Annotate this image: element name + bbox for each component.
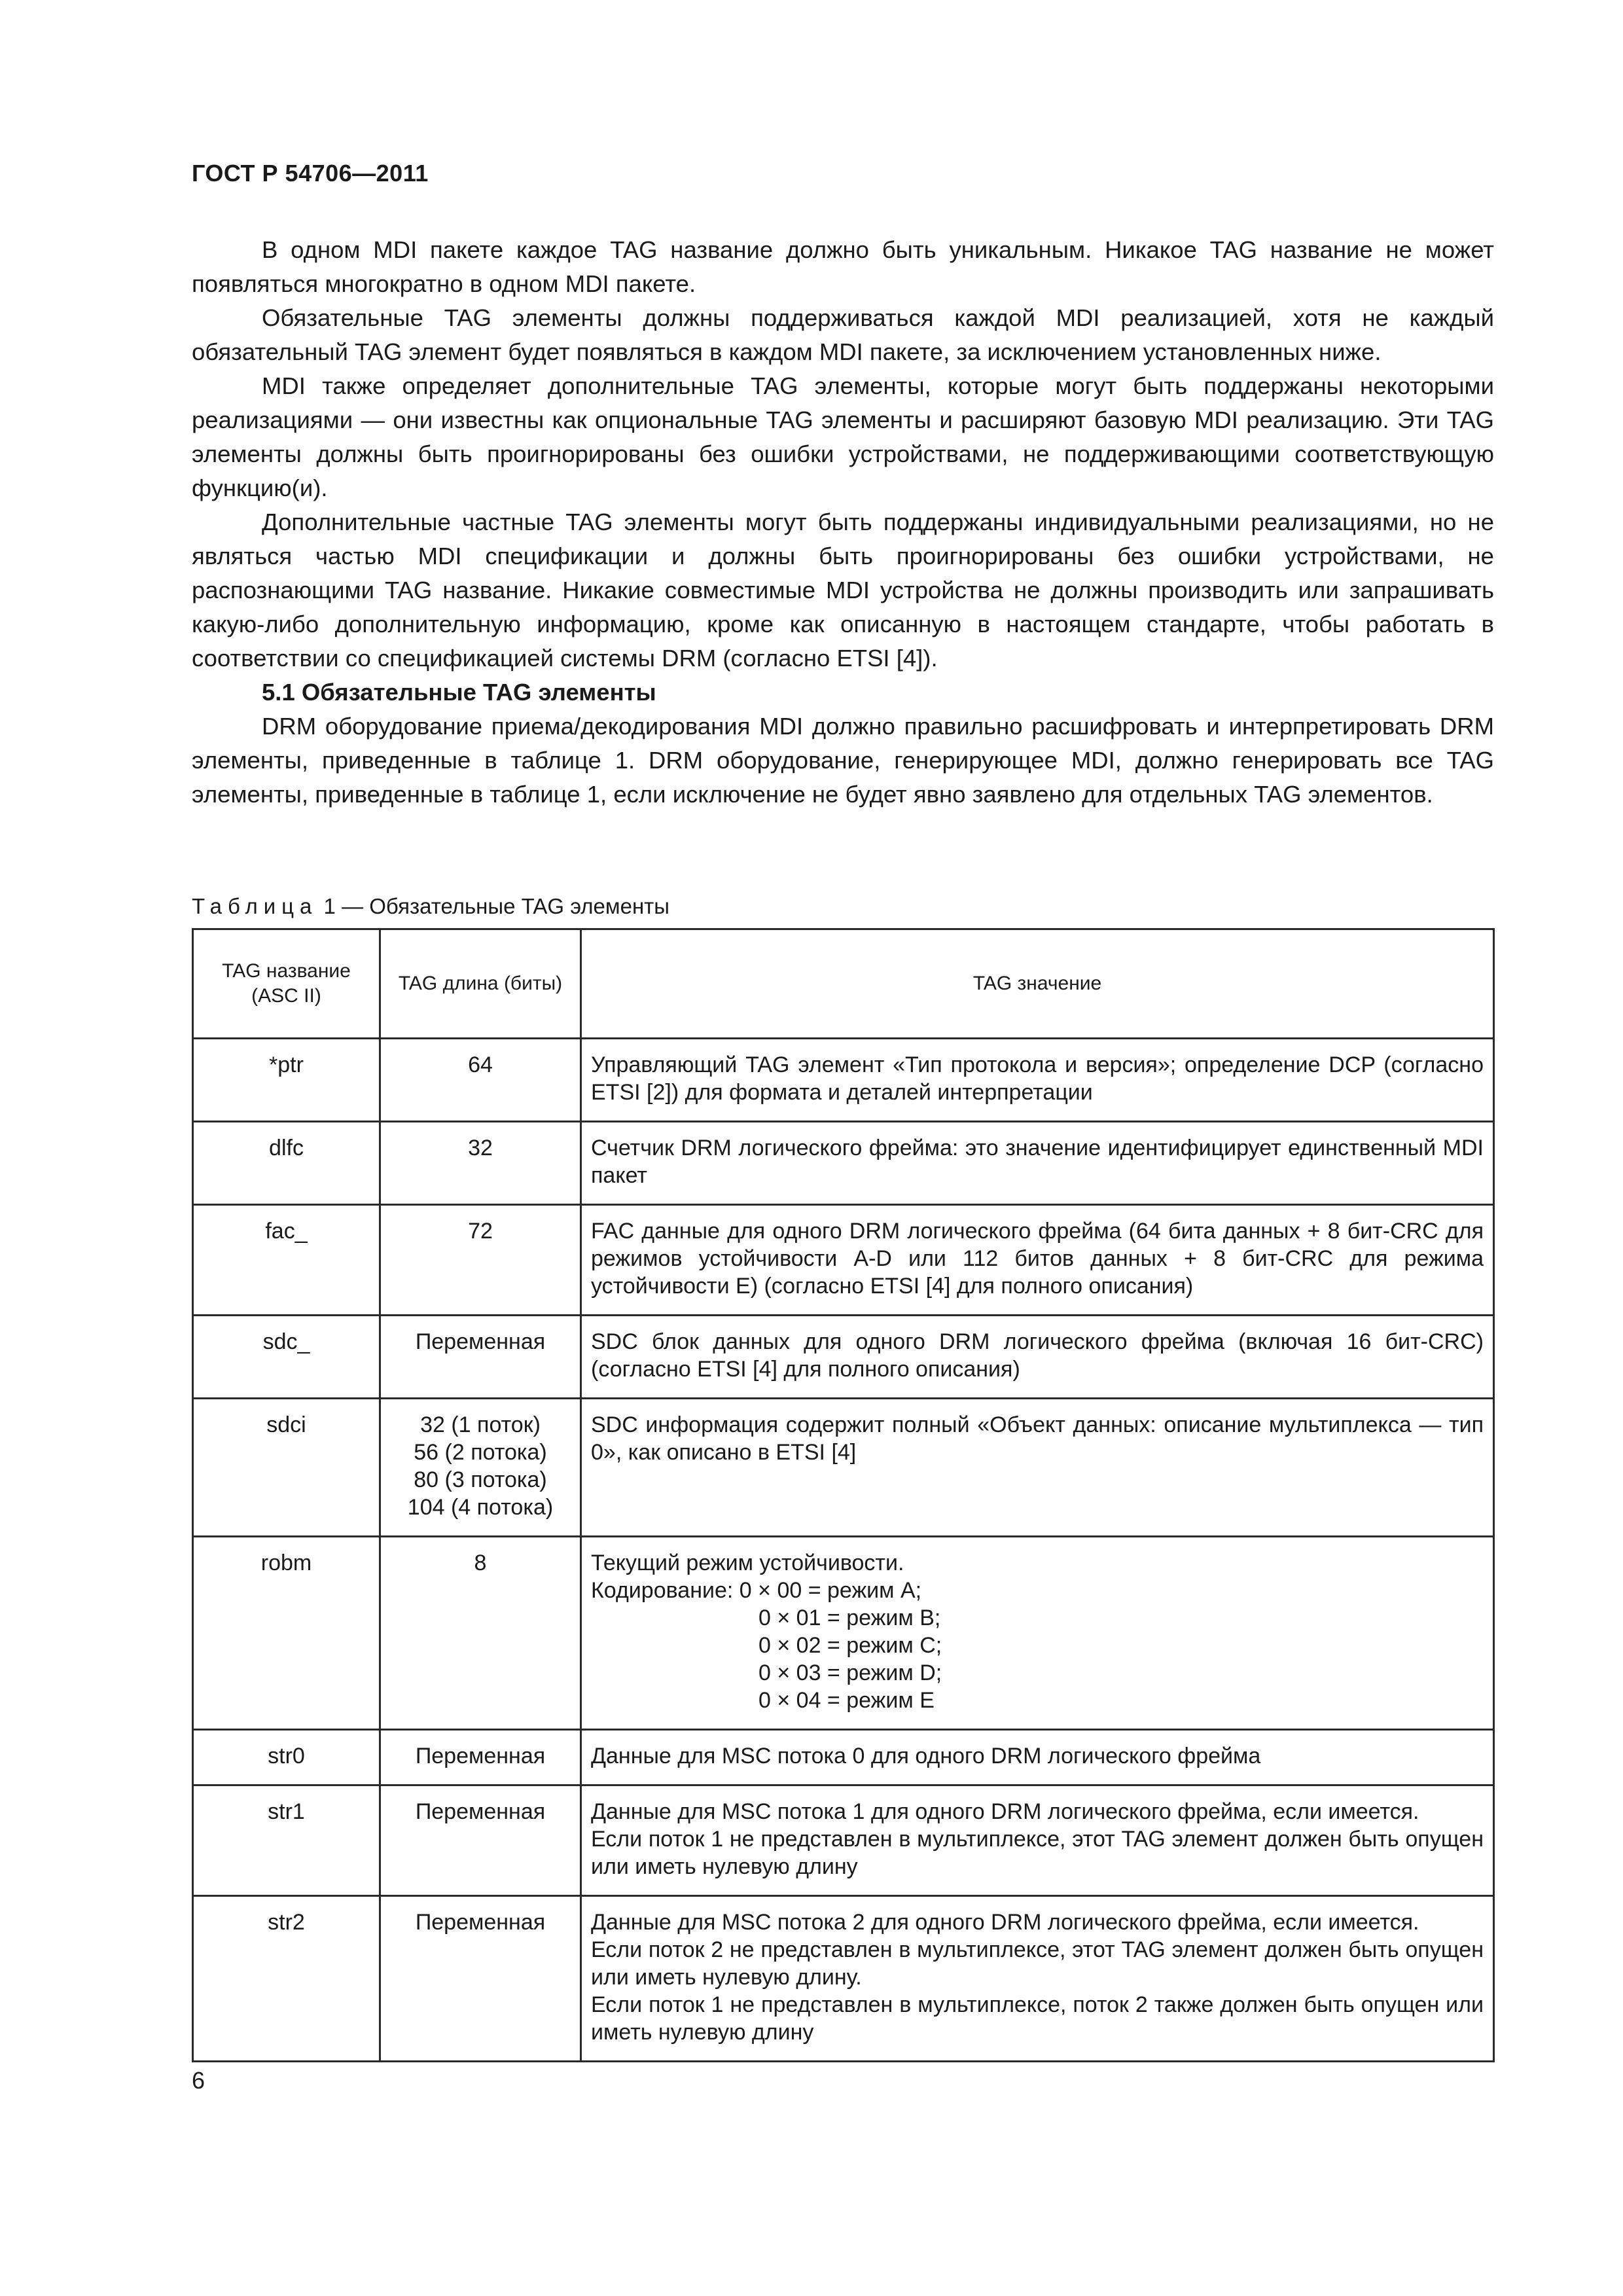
tag-value-cell — [581, 1205, 1494, 1316]
tag-length-value: 32 — [468, 1136, 493, 1160]
tag-value-text: SDC блок данных для одного DRM логического фрейма (включая 16 бит-CRC) (согласно ETSI [4] для полного описания) — [591, 1329, 1490, 1382]
tag-length-value: Переменная — [415, 1799, 546, 1824]
tag-value-text: Если поток 1 не представлен в мультиплексе, этот TAG элемент должен быть опущен или иметь нулевую длину — [591, 1827, 1490, 1879]
tag-value-text: SDC информация содержит полный «Объект данных: описание мультиплекса — тип 0», как описано в ETSI [4] — [591, 1412, 1490, 1465]
tag-name-cell: str1 — [193, 1785, 380, 1896]
body-text — [192, 233, 1494, 812]
tag-length-cell — [380, 1537, 581, 1730]
paragraph: В одном MDI пакете каждое TAG название должно быть уникальным. Никакое TAG название не может появляться многократно в одном MDI пакете. — [192, 236, 1494, 297]
table-row — [193, 1205, 1494, 1316]
section-heading: 5.1 Обязательные TAG элементы — [262, 679, 656, 706]
tag-name-cell: dlfc — [193, 1122, 380, 1205]
document-header: ГОСТ Р 54706—2011 — [192, 160, 429, 187]
tag-length-value: 64 — [468, 1052, 493, 1077]
table-row — [193, 1537, 1494, 1730]
paragraph: Дополнительные частные TAG элементы могут быть поддержаны индивидуальными реализациями, но не являться частью MDI спецификации и должны быть проигнорированы без ошибки устройствами, не распознающими TAG название. Никакие совместимые MDI устройства не должны производить или запрашивать какую-либо дополнительную информацию, кроме как описанную в настоящем стандарте, чтобы работать в соответствии со спецификацией системы DRM (согласно ETSI [4]). — [192, 509, 1494, 672]
tag-length-value: Переменная — [415, 1329, 546, 1354]
paragraph: Обязательные TAG элементы должны поддерживаться каждой MDI реализацией, хотя не каждый обязательный TAG элемент будет появляться в каждом MDI пакете, за исключением установленных ниже. — [192, 304, 1494, 365]
tag-table — [192, 928, 1495, 2062]
tag-name-cell: sdci — [193, 1399, 380, 1537]
tag-length-value: Переменная — [415, 1744, 546, 1768]
tag-value-cell — [581, 1537, 1494, 1730]
coding-label: Кодирование: — [591, 1578, 740, 1603]
table-row — [193, 1039, 1494, 1122]
tag-length-cell — [380, 1122, 581, 1205]
tag-name-cell: *ptr — [193, 1039, 380, 1122]
tag-value-cell — [581, 1730, 1494, 1785]
paragraph: MDI также определяет дополнительные TAG элементы, которые могут быть поддержаны некоторыми реализациями — они известны как опциональные TAG элементы и расширяют базовую MDI реализацию. Эти TAG элементы должны быть проигнорированы без ошибки устройствами, не поддерживающими соответствующую функцию(и). — [192, 372, 1494, 501]
tag-length-value: 56 (2 потока) — [414, 1440, 547, 1465]
tag-value-cell — [581, 1785, 1494, 1896]
tag-value-cell — [581, 1896, 1494, 2062]
tag-length-value: 32 (1 поток) — [420, 1412, 541, 1437]
tag-value-text: Счетчик DRM логического фрейма: это значение идентифицирует единственный MDI пакет — [591, 1136, 1490, 1188]
table-row — [193, 1896, 1494, 2062]
tag-value-cell — [581, 1039, 1494, 1122]
header-tag-value: TAG значение — [581, 929, 1494, 1039]
tag-length-cell — [380, 1785, 581, 1896]
paragraph: DRM оборудование приема/декодирования MDI должно правильно расшифровать и интерпретировать DRM элементы, приведенные в таблице 1. DRM оборудование, генерирующее MDI, должно генерировать все TAG элементы, приведенные в таблице 1, если исключение не будет явно заявлено для отдельных TAG элементов. — [192, 713, 1494, 808]
tag-name-cell: str0 — [193, 1730, 380, 1785]
table-body — [193, 1039, 1494, 2062]
tag-length-value: 8 — [474, 1551, 487, 1575]
tag-length-cell — [380, 1205, 581, 1316]
table-caption-title: 1 — Обязательные TAG элементы — [317, 894, 670, 918]
tag-length-value: Переменная — [415, 1910, 546, 1935]
tag-name-cell: fac_ — [193, 1205, 380, 1316]
tag-length-cell — [380, 1896, 581, 2062]
tag-name-cell: robm — [193, 1537, 380, 1730]
tag-name-cell: str2 — [193, 1896, 380, 2062]
tag-length-cell — [380, 1316, 581, 1399]
tag-value-text: Текущий режим устойчивости. — [591, 1551, 904, 1575]
tag-length-cell — [380, 1730, 581, 1785]
tag-value-text: Если поток 1 не представлен в мультиплексе, поток 2 также должен быть опущен или иметь нулевую длину — [591, 1992, 1490, 2045]
table-caption-label: Таблица — [192, 894, 318, 918]
table-row — [193, 1785, 1494, 1896]
tag-value-text: FAC данные для одного DRM логического фрейма (64 бита данных + 8 бит-CRC для режимов устойчивости A-D или 112 битов данных + 8 бит-CRC для режима устойчивости E) (согласно ETSI [4] для полного описания) — [591, 1219, 1490, 1299]
tag-name-cell: sdc_ — [193, 1316, 380, 1399]
coding-value: 0 × 02 = режим С; — [758, 1633, 942, 1658]
tag-value-text: Если поток 2 не представлен в мультиплексе, этот TAG элемент должен быть опущен или иметь нулевую длину. — [591, 1937, 1490, 1990]
tag-value-text: Управляющий TAG элемент «Тип протокола и версия»; определение DCP (согласно ETSI [2]) для формата и деталей интерпретации — [591, 1052, 1490, 1105]
tag-length-cell — [380, 1399, 581, 1537]
coding-value: 0 × 03 = режим D; — [758, 1660, 942, 1685]
coding-value: 0 × 00 = режим А; — [739, 1578, 922, 1603]
tag-length-value: 104 (4 потока) — [407, 1495, 554, 1520]
coding-value: 0 × 01 = режим В; — [758, 1605, 941, 1630]
table-row — [193, 1316, 1494, 1399]
tag-value-text: Данные для MSC потока 0 для одного DRM логического фрейма — [591, 1744, 1261, 1768]
tag-value-text: Данные для MSC потока 2 для одного DRM логического фрейма, если имеется. — [591, 1910, 1419, 1935]
page-number: 6 — [192, 2067, 205, 2094]
header-tag-length: TAG длина (биты) — [380, 929, 581, 1039]
coding-value: 0 × 04 = режим Е — [758, 1688, 935, 1713]
table-row — [193, 1730, 1494, 1785]
tag-value-text: Данные для MSC потока 1 для одного DRM логического фрейма, если имеется. — [591, 1799, 1419, 1824]
tag-length-cell — [380, 1039, 581, 1122]
table-row — [193, 1122, 1494, 1205]
coding-line — [591, 1577, 1484, 1604]
tag-length-value: 72 — [468, 1219, 493, 1244]
header-tag-name: TAG название (ASC II) — [193, 929, 380, 1039]
table-row — [193, 1399, 1494, 1537]
tag-value-cell — [581, 1316, 1494, 1399]
table-caption — [192, 894, 669, 919]
tag-value-cell — [581, 1399, 1494, 1537]
tag-value-cell — [581, 1122, 1494, 1205]
table-header-row — [193, 929, 1494, 1039]
tag-length-value: 80 (3 потока) — [414, 1467, 547, 1492]
